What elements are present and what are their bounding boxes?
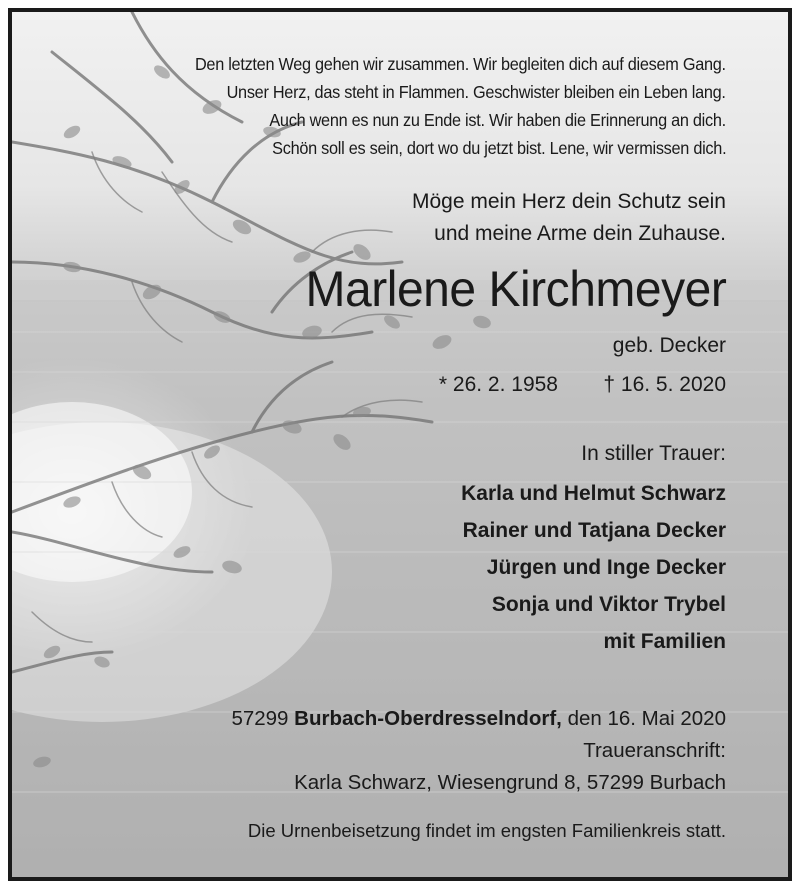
mourning-address: Karla Schwarz, Wiesengrund 8, 57299 Burbach [294,771,726,794]
mourner-name: Jürgen und Inge Decker [486,556,726,579]
address-label: Traueranschrift: [583,739,726,762]
mourner-name: Rainer und Tatjana Decker [462,519,726,542]
burial-note: Die Urnenbeisetzung findet im engsten Familienkreis statt. [247,820,726,841]
mourners-heading: In stiller Trauer: [581,442,726,465]
location-date-line [231,707,726,731]
mourner-name: Karla und Helmut Schwarz [461,482,726,505]
notice-date: den 16. Mai 2020 [567,707,726,730]
poem-line-3: Auch wenn es nun zu Ende ist. Wir haben die Erinnerung an dich. [269,110,726,130]
death-date: † 16. 5. 2020 [603,373,726,396]
postal-code: 57299 [231,707,289,730]
mourner-family-note: mit Familien [603,630,726,653]
birth-name: geb. Decker [612,334,726,357]
poem-line-4: Schön soll es sein, dort wo du jetzt bist. Lene, wir vermissen dich. [271,138,726,158]
poem-line-2: Unser Herz, das steht in Flammen. Geschwister bleiben ein Leben lang. [226,82,726,102]
obituary-card [8,8,792,881]
motto-line-2: und meine Arme dein Zuhause. [434,222,726,245]
birth-date: * 26. 2. 1958 [438,373,558,396]
deceased-name: Marlene Kirchmeyer [305,261,726,317]
mourner-name: Sonja und Viktor Trybel [491,593,726,616]
place-name: Burbach-Oberdresselndorf, [294,707,562,730]
motto-line-1: Möge mein Herz dein Schutz sein [412,190,726,213]
poem-line-1: Den letzten Weg gehen wir zusammen. Wir begleiten dich auf diesem Gang. [195,54,726,74]
